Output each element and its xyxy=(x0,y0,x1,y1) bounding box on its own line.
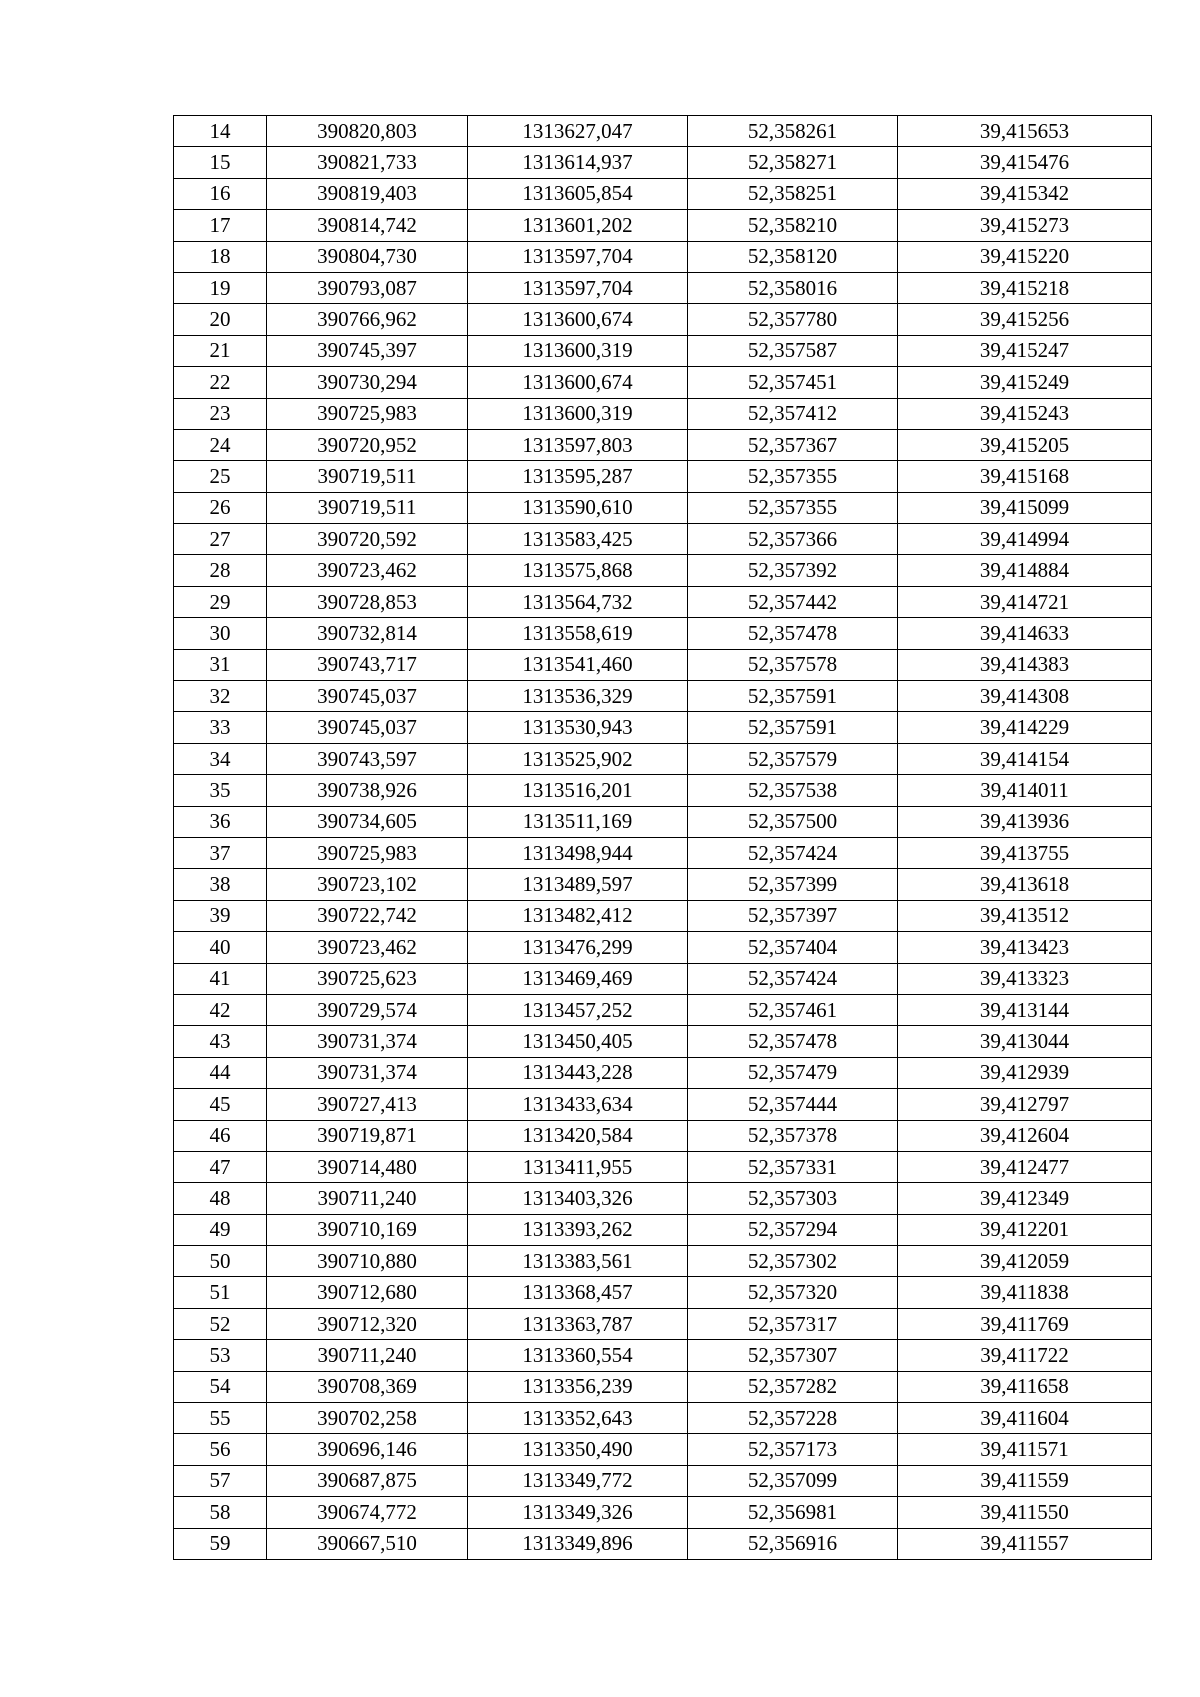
table-row xyxy=(174,1151,1152,1182)
coordinates-table-body xyxy=(174,116,1152,1560)
x-coordinate-cell: 390714,480 xyxy=(267,1151,468,1182)
latitude-cell: 52,357399 xyxy=(688,869,898,900)
latitude-cell: 52,357355 xyxy=(688,461,898,492)
table-row xyxy=(174,1371,1152,1402)
latitude-cell: 52,357099 xyxy=(688,1465,898,1496)
table-row xyxy=(174,398,1152,429)
y-coordinate-cell: 1313403,326 xyxy=(468,1183,688,1214)
longitude-cell: 39,415273 xyxy=(898,210,1152,241)
latitude-cell: 52,357294 xyxy=(688,1214,898,1245)
point-number-cell: 49 xyxy=(174,1214,267,1245)
x-coordinate-cell: 390723,462 xyxy=(267,932,468,963)
longitude-cell: 39,414721 xyxy=(898,586,1152,617)
longitude-cell: 39,411571 xyxy=(898,1434,1152,1465)
table-row xyxy=(174,1057,1152,1088)
x-coordinate-cell: 390712,680 xyxy=(267,1277,468,1308)
latitude-cell: 52,357478 xyxy=(688,1026,898,1057)
y-coordinate-cell: 1313349,326 xyxy=(468,1497,688,1528)
point-number-cell: 31 xyxy=(174,649,267,680)
y-coordinate-cell: 1313590,610 xyxy=(468,492,688,523)
x-coordinate-cell: 390727,413 xyxy=(267,1089,468,1120)
longitude-cell: 39,412604 xyxy=(898,1120,1152,1151)
table-row xyxy=(174,461,1152,492)
table-row xyxy=(174,869,1152,900)
table-row xyxy=(174,304,1152,335)
longitude-cell: 39,415220 xyxy=(898,241,1152,272)
longitude-cell: 39,414229 xyxy=(898,712,1152,743)
point-number-cell: 19 xyxy=(174,272,267,303)
point-number-cell: 25 xyxy=(174,461,267,492)
table-row xyxy=(174,932,1152,963)
latitude-cell: 52,357307 xyxy=(688,1340,898,1371)
point-number-cell: 41 xyxy=(174,963,267,994)
x-coordinate-cell: 390766,962 xyxy=(267,304,468,335)
longitude-cell: 39,414633 xyxy=(898,618,1152,649)
point-number-cell: 32 xyxy=(174,681,267,712)
point-number-cell: 46 xyxy=(174,1120,267,1151)
y-coordinate-cell: 1313457,252 xyxy=(468,994,688,1025)
x-coordinate-cell: 390814,742 xyxy=(267,210,468,241)
point-number-cell: 22 xyxy=(174,367,267,398)
table-row xyxy=(174,712,1152,743)
x-coordinate-cell: 390723,462 xyxy=(267,555,468,586)
table-row xyxy=(174,335,1152,366)
point-number-cell: 52 xyxy=(174,1308,267,1339)
point-number-cell: 33 xyxy=(174,712,267,743)
table-row xyxy=(174,900,1152,931)
longitude-cell: 39,413755 xyxy=(898,837,1152,868)
longitude-cell: 39,412939 xyxy=(898,1057,1152,1088)
y-coordinate-cell: 1313627,047 xyxy=(468,116,688,147)
y-coordinate-cell: 1313443,228 xyxy=(468,1057,688,1088)
x-coordinate-cell: 390734,605 xyxy=(267,806,468,837)
x-coordinate-cell: 390710,880 xyxy=(267,1246,468,1277)
longitude-cell: 39,414994 xyxy=(898,524,1152,555)
latitude-cell: 52,357367 xyxy=(688,429,898,460)
y-coordinate-cell: 1313597,704 xyxy=(468,241,688,272)
y-coordinate-cell: 1313600,319 xyxy=(468,335,688,366)
latitude-cell: 52,357397 xyxy=(688,900,898,931)
latitude-cell: 52,357538 xyxy=(688,775,898,806)
x-coordinate-cell: 390728,853 xyxy=(267,586,468,617)
x-coordinate-cell: 390729,574 xyxy=(267,994,468,1025)
table-row xyxy=(174,1308,1152,1339)
longitude-cell: 39,411550 xyxy=(898,1497,1152,1528)
table-row xyxy=(174,367,1152,398)
table-row xyxy=(174,649,1152,680)
longitude-cell: 39,415205 xyxy=(898,429,1152,460)
longitude-cell: 39,411604 xyxy=(898,1403,1152,1434)
latitude-cell: 52,357424 xyxy=(688,837,898,868)
longitude-cell: 39,412201 xyxy=(898,1214,1152,1245)
longitude-cell: 39,414884 xyxy=(898,555,1152,586)
y-coordinate-cell: 1313476,299 xyxy=(468,932,688,963)
x-coordinate-cell: 390731,374 xyxy=(267,1026,468,1057)
y-coordinate-cell: 1313450,405 xyxy=(468,1026,688,1057)
longitude-cell: 39,414308 xyxy=(898,681,1152,712)
latitude-cell: 52,358210 xyxy=(688,210,898,241)
table-row xyxy=(174,1026,1152,1057)
y-coordinate-cell: 1313597,803 xyxy=(468,429,688,460)
latitude-cell: 52,358251 xyxy=(688,178,898,209)
y-coordinate-cell: 1313564,732 xyxy=(468,586,688,617)
point-number-cell: 39 xyxy=(174,900,267,931)
latitude-cell: 52,357444 xyxy=(688,1089,898,1120)
table-row xyxy=(174,178,1152,209)
point-number-cell: 55 xyxy=(174,1403,267,1434)
latitude-cell: 52,357320 xyxy=(688,1277,898,1308)
latitude-cell: 52,357282 xyxy=(688,1371,898,1402)
longitude-cell: 39,413423 xyxy=(898,932,1152,963)
x-coordinate-cell: 390667,510 xyxy=(267,1528,468,1559)
x-coordinate-cell: 390710,169 xyxy=(267,1214,468,1245)
table-row xyxy=(174,1214,1152,1245)
table-row xyxy=(174,618,1152,649)
point-number-cell: 44 xyxy=(174,1057,267,1088)
latitude-cell: 52,357591 xyxy=(688,681,898,712)
y-coordinate-cell: 1313368,457 xyxy=(468,1277,688,1308)
table-row xyxy=(174,555,1152,586)
point-number-cell: 48 xyxy=(174,1183,267,1214)
latitude-cell: 52,357228 xyxy=(688,1403,898,1434)
x-coordinate-cell: 390723,102 xyxy=(267,869,468,900)
y-coordinate-cell: 1313433,634 xyxy=(468,1089,688,1120)
y-coordinate-cell: 1313541,460 xyxy=(468,649,688,680)
longitude-cell: 39,415099 xyxy=(898,492,1152,523)
longitude-cell: 39,411559 xyxy=(898,1465,1152,1496)
x-coordinate-cell: 390819,403 xyxy=(267,178,468,209)
x-coordinate-cell: 390738,926 xyxy=(267,775,468,806)
point-number-cell: 54 xyxy=(174,1371,267,1402)
latitude-cell: 52,358120 xyxy=(688,241,898,272)
latitude-cell: 52,358016 xyxy=(688,272,898,303)
y-coordinate-cell: 1313516,201 xyxy=(468,775,688,806)
x-coordinate-cell: 390674,772 xyxy=(267,1497,468,1528)
table-row xyxy=(174,492,1152,523)
latitude-cell: 52,357587 xyxy=(688,335,898,366)
x-coordinate-cell: 390732,814 xyxy=(267,618,468,649)
point-number-cell: 57 xyxy=(174,1465,267,1496)
table-row xyxy=(174,994,1152,1025)
point-number-cell: 47 xyxy=(174,1151,267,1182)
table-row xyxy=(174,743,1152,774)
latitude-cell: 52,357451 xyxy=(688,367,898,398)
y-coordinate-cell: 1313349,772 xyxy=(468,1465,688,1496)
point-number-cell: 16 xyxy=(174,178,267,209)
table-row xyxy=(174,681,1152,712)
longitude-cell: 39,412349 xyxy=(898,1183,1152,1214)
x-coordinate-cell: 390820,803 xyxy=(267,116,468,147)
x-coordinate-cell: 390687,875 xyxy=(267,1465,468,1496)
table-row xyxy=(174,1434,1152,1465)
point-number-cell: 17 xyxy=(174,210,267,241)
y-coordinate-cell: 1313383,561 xyxy=(468,1246,688,1277)
longitude-cell: 39,412797 xyxy=(898,1089,1152,1120)
y-coordinate-cell: 1313600,319 xyxy=(468,398,688,429)
x-coordinate-cell: 390804,730 xyxy=(267,241,468,272)
point-number-cell: 18 xyxy=(174,241,267,272)
latitude-cell: 52,357442 xyxy=(688,586,898,617)
table-row xyxy=(174,1528,1152,1559)
point-number-cell: 27 xyxy=(174,524,267,555)
point-number-cell: 24 xyxy=(174,429,267,460)
point-number-cell: 58 xyxy=(174,1497,267,1528)
y-coordinate-cell: 1313420,584 xyxy=(468,1120,688,1151)
longitude-cell: 39,415247 xyxy=(898,335,1152,366)
x-coordinate-cell: 390696,146 xyxy=(267,1434,468,1465)
y-coordinate-cell: 1313605,854 xyxy=(468,178,688,209)
table-row xyxy=(174,1183,1152,1214)
latitude-cell: 52,357478 xyxy=(688,618,898,649)
table-row xyxy=(174,1277,1152,1308)
x-coordinate-cell: 390702,258 xyxy=(267,1403,468,1434)
x-coordinate-cell: 390745,037 xyxy=(267,712,468,743)
latitude-cell: 52,358261 xyxy=(688,116,898,147)
table-row xyxy=(174,429,1152,460)
longitude-cell: 39,411658 xyxy=(898,1371,1152,1402)
y-coordinate-cell: 1313536,329 xyxy=(468,681,688,712)
latitude-cell: 52,357392 xyxy=(688,555,898,586)
longitude-cell: 39,413936 xyxy=(898,806,1152,837)
x-coordinate-cell: 390725,983 xyxy=(267,837,468,868)
table-row xyxy=(174,1089,1152,1120)
y-coordinate-cell: 1313498,944 xyxy=(468,837,688,868)
coordinates-table xyxy=(173,115,1152,1560)
x-coordinate-cell: 390712,320 xyxy=(267,1308,468,1339)
longitude-cell: 39,413323 xyxy=(898,963,1152,994)
longitude-cell: 39,414011 xyxy=(898,775,1152,806)
y-coordinate-cell: 1313583,425 xyxy=(468,524,688,555)
y-coordinate-cell: 1313511,169 xyxy=(468,806,688,837)
latitude-cell: 52,357404 xyxy=(688,932,898,963)
point-number-cell: 50 xyxy=(174,1246,267,1277)
latitude-cell: 52,357412 xyxy=(688,398,898,429)
table-row xyxy=(174,1340,1152,1371)
latitude-cell: 52,357780 xyxy=(688,304,898,335)
longitude-cell: 39,411557 xyxy=(898,1528,1152,1559)
table-row xyxy=(174,775,1152,806)
y-coordinate-cell: 1313595,287 xyxy=(468,461,688,492)
latitude-cell: 52,357366 xyxy=(688,524,898,555)
latitude-cell: 52,357355 xyxy=(688,492,898,523)
y-coordinate-cell: 1313349,896 xyxy=(468,1528,688,1559)
x-coordinate-cell: 390719,511 xyxy=(267,492,468,523)
y-coordinate-cell: 1313525,902 xyxy=(468,743,688,774)
point-number-cell: 29 xyxy=(174,586,267,617)
latitude-cell: 52,357303 xyxy=(688,1183,898,1214)
table-row xyxy=(174,210,1152,241)
y-coordinate-cell: 1313614,937 xyxy=(468,147,688,178)
longitude-cell: 39,412477 xyxy=(898,1151,1152,1182)
longitude-cell: 39,411722 xyxy=(898,1340,1152,1371)
x-coordinate-cell: 390745,037 xyxy=(267,681,468,712)
longitude-cell: 39,415653 xyxy=(898,116,1152,147)
point-number-cell: 23 xyxy=(174,398,267,429)
y-coordinate-cell: 1313600,674 xyxy=(468,367,688,398)
x-coordinate-cell: 390730,294 xyxy=(267,367,468,398)
table-row xyxy=(174,147,1152,178)
x-coordinate-cell: 390725,983 xyxy=(267,398,468,429)
point-number-cell: 15 xyxy=(174,147,267,178)
point-number-cell: 56 xyxy=(174,1434,267,1465)
point-number-cell: 42 xyxy=(174,994,267,1025)
longitude-cell: 39,413044 xyxy=(898,1026,1152,1057)
x-coordinate-cell: 390725,623 xyxy=(267,963,468,994)
point-number-cell: 14 xyxy=(174,116,267,147)
point-number-cell: 36 xyxy=(174,806,267,837)
longitude-cell: 39,415256 xyxy=(898,304,1152,335)
y-coordinate-cell: 1313363,787 xyxy=(468,1308,688,1339)
x-coordinate-cell: 390708,369 xyxy=(267,1371,468,1402)
table-row xyxy=(174,272,1152,303)
longitude-cell: 39,415476 xyxy=(898,147,1152,178)
point-number-cell: 59 xyxy=(174,1528,267,1559)
x-coordinate-cell: 390711,240 xyxy=(267,1340,468,1371)
x-coordinate-cell: 390720,592 xyxy=(267,524,468,555)
x-coordinate-cell: 390821,733 xyxy=(267,147,468,178)
point-number-cell: 21 xyxy=(174,335,267,366)
point-number-cell: 51 xyxy=(174,1277,267,1308)
latitude-cell: 52,357424 xyxy=(688,963,898,994)
longitude-cell: 39,414383 xyxy=(898,649,1152,680)
y-coordinate-cell: 1313393,262 xyxy=(468,1214,688,1245)
latitude-cell: 52,357578 xyxy=(688,649,898,680)
latitude-cell: 52,357591 xyxy=(688,712,898,743)
latitude-cell: 52,356916 xyxy=(688,1528,898,1559)
latitude-cell: 52,357317 xyxy=(688,1308,898,1339)
x-coordinate-cell: 390719,871 xyxy=(267,1120,468,1151)
table-row xyxy=(174,241,1152,272)
point-number-cell: 45 xyxy=(174,1089,267,1120)
x-coordinate-cell: 390731,374 xyxy=(267,1057,468,1088)
x-coordinate-cell: 390711,240 xyxy=(267,1183,468,1214)
point-number-cell: 30 xyxy=(174,618,267,649)
table-row xyxy=(174,586,1152,617)
longitude-cell: 39,413512 xyxy=(898,900,1152,931)
point-number-cell: 37 xyxy=(174,837,267,868)
longitude-cell: 39,415168 xyxy=(898,461,1152,492)
latitude-cell: 52,357579 xyxy=(688,743,898,774)
point-number-cell: 38 xyxy=(174,869,267,900)
point-number-cell: 34 xyxy=(174,743,267,774)
latitude-cell: 52,357461 xyxy=(688,994,898,1025)
table-row xyxy=(174,963,1152,994)
point-number-cell: 53 xyxy=(174,1340,267,1371)
point-number-cell: 43 xyxy=(174,1026,267,1057)
x-coordinate-cell: 390743,717 xyxy=(267,649,468,680)
longitude-cell: 39,415249 xyxy=(898,367,1152,398)
latitude-cell: 52,357500 xyxy=(688,806,898,837)
latitude-cell: 52,356981 xyxy=(688,1497,898,1528)
longitude-cell: 39,411769 xyxy=(898,1308,1152,1339)
latitude-cell: 52,357302 xyxy=(688,1246,898,1277)
table-row xyxy=(174,116,1152,147)
y-coordinate-cell: 1313411,955 xyxy=(468,1151,688,1182)
latitude-cell: 52,357173 xyxy=(688,1434,898,1465)
table-row xyxy=(174,1465,1152,1496)
latitude-cell: 52,357479 xyxy=(688,1057,898,1088)
y-coordinate-cell: 1313482,412 xyxy=(468,900,688,931)
y-coordinate-cell: 1313350,490 xyxy=(468,1434,688,1465)
y-coordinate-cell: 1313469,469 xyxy=(468,963,688,994)
point-number-cell: 35 xyxy=(174,775,267,806)
y-coordinate-cell: 1313600,674 xyxy=(468,304,688,335)
y-coordinate-cell: 1313597,704 xyxy=(468,272,688,303)
point-number-cell: 40 xyxy=(174,932,267,963)
table-row xyxy=(174,1246,1152,1277)
longitude-cell: 39,411838 xyxy=(898,1277,1152,1308)
table-row xyxy=(174,806,1152,837)
y-coordinate-cell: 1313360,554 xyxy=(468,1340,688,1371)
y-coordinate-cell: 1313489,597 xyxy=(468,869,688,900)
longitude-cell: 39,413618 xyxy=(898,869,1152,900)
x-coordinate-cell: 390793,087 xyxy=(267,272,468,303)
y-coordinate-cell: 1313575,868 xyxy=(468,555,688,586)
y-coordinate-cell: 1313530,943 xyxy=(468,712,688,743)
point-number-cell: 28 xyxy=(174,555,267,586)
x-coordinate-cell: 390720,952 xyxy=(267,429,468,460)
longitude-cell: 39,414154 xyxy=(898,743,1152,774)
longitude-cell: 39,412059 xyxy=(898,1246,1152,1277)
point-number-cell: 26 xyxy=(174,492,267,523)
longitude-cell: 39,415218 xyxy=(898,272,1152,303)
longitude-cell: 39,415243 xyxy=(898,398,1152,429)
latitude-cell: 52,357378 xyxy=(688,1120,898,1151)
x-coordinate-cell: 390722,742 xyxy=(267,900,468,931)
table-row xyxy=(174,1403,1152,1434)
y-coordinate-cell: 1313352,643 xyxy=(468,1403,688,1434)
table-row xyxy=(174,837,1152,868)
table-row xyxy=(174,524,1152,555)
point-number-cell: 20 xyxy=(174,304,267,335)
table-row xyxy=(174,1120,1152,1151)
x-coordinate-cell: 390719,511 xyxy=(267,461,468,492)
table-row xyxy=(174,1497,1152,1528)
longitude-cell: 39,413144 xyxy=(898,994,1152,1025)
latitude-cell: 52,358271 xyxy=(688,147,898,178)
x-coordinate-cell: 390745,397 xyxy=(267,335,468,366)
y-coordinate-cell: 1313558,619 xyxy=(468,618,688,649)
x-coordinate-cell: 390743,597 xyxy=(267,743,468,774)
y-coordinate-cell: 1313601,202 xyxy=(468,210,688,241)
y-coordinate-cell: 1313356,239 xyxy=(468,1371,688,1402)
latitude-cell: 52,357331 xyxy=(688,1151,898,1182)
longitude-cell: 39,415342 xyxy=(898,178,1152,209)
